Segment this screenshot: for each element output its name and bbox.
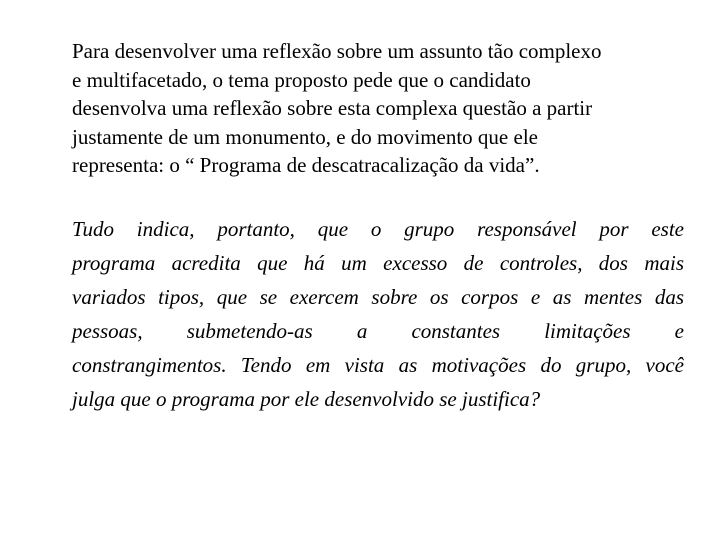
- intro-paragraph-line: justamente de um monumento, e do movimento que ele: [72, 124, 538, 149]
- question-paragraph: [72, 212, 684, 416]
- intro-paragraph-line: e multifacetado, o tema proposto pede que o candidato: [72, 67, 531, 92]
- question-paragraph-line: programa acredita que há um excesso de controles, dos mais: [72, 251, 684, 275]
- question-paragraph-line: variados tipos, que se exercem sobre os corpos e as mentes das: [72, 285, 684, 309]
- question-paragraph-line: pessoas, submetendo-as a constantes limitações e: [72, 319, 684, 343]
- question-paragraph-line: constrangimentos. Tendo em vista as motivações do grupo, você: [72, 353, 684, 377]
- question-paragraph-line: Tudo indica, portanto, que o grupo responsável por este: [72, 217, 684, 241]
- intro-paragraph-line: representa: o “ Programa de descatracalização da vida”.: [72, 153, 540, 177]
- intro-paragraph: [72, 37, 690, 180]
- intro-paragraph-line: desenvolva uma reflexão sobre esta complexa questão a partir: [72, 96, 593, 120]
- question-paragraph-line: julga que o programa por ele desenvolvido se justifica?: [72, 387, 541, 411]
- intro-paragraph-line: Para desenvolver uma reflexão sobre um assunto tão complexo: [72, 39, 602, 63]
